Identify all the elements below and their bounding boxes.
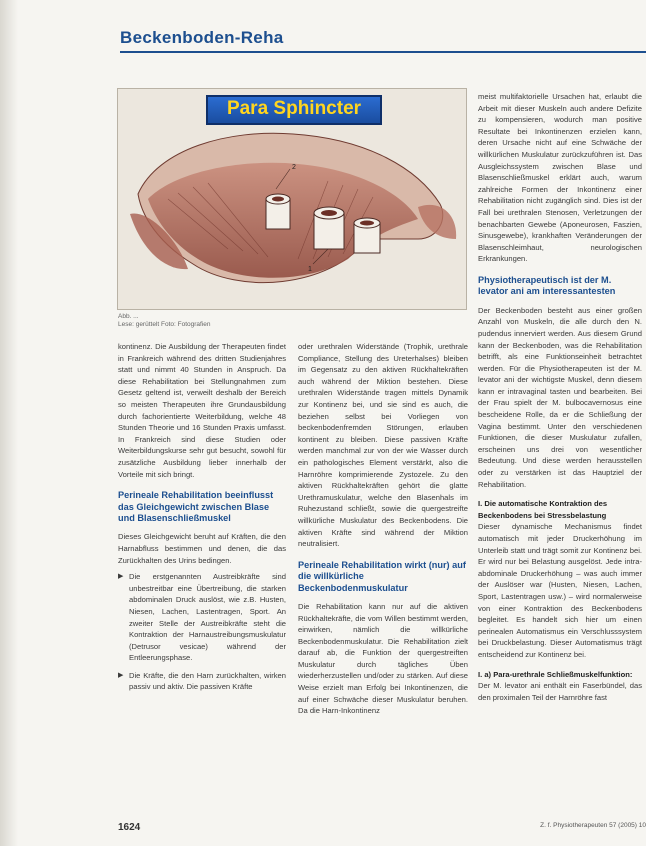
section-header-title: Beckenboden-Reha <box>120 28 284 47</box>
bullet-arrow-icon: ▶ <box>118 671 124 679</box>
text-column-2 <box>298 341 468 722</box>
page-gutter-shadow <box>0 0 18 846</box>
col1-bullet-text-1: Die erstgenannten Austreibkräfte sind unbestreitbar eine Übertreibung, die starken abdominalen Druck auslöst, wie z.B. Husten, Niesen, Lachen, Lastentragen, Sport. An zweiter Stelle der Austreibkräfte steht die Kontraktion der Harnaustreibungsmuskulatur (Detrusor vesicae) während der Entleerungsphase. <box>129 572 286 663</box>
col3-paragraph-4: Der M. levator ani enthält ein Faserbündel, das den proximalen Teil der Harnröhre fast <box>478 681 642 702</box>
col1-paragraph: Dieses Gleichgewicht beruht auf Kräften, die den Harnabfluss bestimmen und denen, die das Zurückhalten des Urins bedingen. <box>118 532 286 565</box>
col2-paragraph-1: oder urethralen Widerstände (Trophik, urethrale Compliance, Stellung des Ureterhalses) bleiben im Gegensatz zu den aktiven Rückhaltekräften auch während der Miktion bestehen. Diese urethralen Widerstände tragen mittels Dynamik zur Kontinenz bei, und sie sind es auch, die beziehen selbst bei Vorliegen von beckenbodenfremden Störungen, erlauben kontinent zu bleiben. Diese passiven Kräfte werden manchmal zur von der wie Wasser durch ein pathologisches Element verstärkt, also die Harnröhre komprimierende Zystozele. Zu den aktiven Rückhaltekräften gehört die glatte Urethramuskulatur, welche den Blasenhals im Ruhezustand schließt, sowie die quergestreifte willkürliche Muskulatur des Beckenbodens. Die aktiven Kräfte sind während der Miktion neutralisiert. <box>298 342 468 549</box>
figure-caption <box>118 313 278 329</box>
header-rule <box>120 51 646 53</box>
journal-footer: Z. f. Physiotherapeuten 57 (2005) 10 <box>540 822 646 829</box>
figure-label-2: 2 <box>292 164 296 171</box>
col3-subheading-2: I. a) Para-urethrale Schließmuskelfunktion: <box>478 669 633 679</box>
col3-subheading-1: I. Die automatische Kontraktion des Beckenbodens bei Stressbelastung <box>478 499 608 520</box>
col2-section-heading: Perineale Rehabilitation wirkt (nur) auf die willkürliche Beckenbodenmuskulatur <box>298 559 466 593</box>
col2-paragraph-2: Die Rehabilitation kann nur auf die aktiven Rückhaltekräfte, die vom Willen bestimmt werden, einwirken, nämlich die willkürliche Beckenbodenmuskulatur. Die Rehabilitation zielt darauf ab, die Funktion der quergestreiften Muskulatur durch tägliches Üben wiederherzustellen und/oder zu stärken. Auf diese Weise erzielt man Erfolg bei Inkontinenzen, die auf einer Schwäche dieser Muskulatur beruhen. Da die Harn-Inkontinenz <box>298 601 468 716</box>
bullet-arrow-icon: ▶ <box>118 573 124 581</box>
list-item <box>118 571 286 664</box>
col3-section-heading: Physiotherapeutisch ist der M. levator ani am interessantesten <box>478 274 616 297</box>
col3-paragraph-3: Dieser dynamische Mechanismus findet automatisch mit jeder Druckerhöhung im Unterleib statt und trägt somit zur Kontinenz bei. Er wird nur bei Belastung ausgelöst. Jede intra-abdominale Druckerhöhung – was auch immer der Auslöser war (Husten, Niesen, Lachen, Sport, Lastentragen usw.) – wird normalerweise von einer Kontraktion des Beckenbodens begleitet. Es handelt sich hier um einen perinealen Automatismus ein Verschlusssystem bei Druckbelastung. Dieser Automatismus trägt entscheidend zur Kontinenz bei. <box>478 522 642 659</box>
col1-intro-paragraph: kontinenz. Die Ausbildung der Therapeuten findet in Frankreich während des dritten Studienjahres statt und nimmt 40 Stunden in Anspruch. Da diese Rehabilitation bei Stellungnahmen zum Gesetz geltend ist, verweilt deshalb der Bereich so meisten Therapeuten ihre Grundausbildung durch fachorientierte Weiterbildung, welche 48 Stunden Theorie und 16 Stunden Praxis umfasst. In Frankreich sind diese Studien oder Weiterbildungskurse sehr gut besucht, sowohl für zusätzliche Ausbildung lieber innerhalb der Vorteile mit sich bringt. <box>118 342 286 479</box>
col3-paragraph-1: meist multifaktorielle Ursachen hat, erlaubt die Arbeit mit dieser Muskeln auch andere Defizite zu kompensieren, wodurch man positive Resultate bei Inkontinenzen erzielen kann, deren Ursache nicht auf eine Schwäche der willkürlichen Muskulatur zurückzuführen ist. Das Ausgleichssystem zwischen Blase und Blasenschließmuskel erklärt auch, warum zahlreiche Formen der Inkontinenz einer Rehabilitation nicht zugänglich sind. Dies ist der Fall bei urethralen Stenosen, Verletzungen der benachbarten Gewebe (Aponeurosen, Faszien, Sinusgewebe), krankhaften Veränderungen der Blasenschleimhaut, neurologischen Erkrankungen. <box>478 92 642 264</box>
col3-paragraph-2: Der Beckenboden besteht aus einer großen Anzahl von Muskeln, die alle durch den N. pudendus innerviert werden. Aus diesem Grund kann der Beckenboden, was die Rehabilitation betrifft, als eine Funktionseinheit betrachtet werden. Für die Physiotherapeuten ist der M. levator ani der wichtigste Muskel, denn diesem kann er intravaginal tasten und bearbeiten. Bei der Frau spielt der M. bulbocavernosus eine bescheidene Rolle, da er die Schließung der Vagina bestimmt. Unter den verschiedenen Funktionen, die dieser Muskulatur zufallen, erscheinen uns drei von wesentlicher Bedeutung. Und diese werden herausstellen oder zu verstärken ist das Hauptziel der Rehabilitation. <box>478 305 642 489</box>
pelvic-floor-illustration <box>117 88 467 310</box>
figure-caption-line-1: Abb. ... <box>118 313 139 320</box>
text-column-1 <box>118 341 286 699</box>
col1-bullet-text-2: Die Kräfte, die den Harn zurückhalten, wirken passiv und aktiv. Die passiven Kräfte <box>129 670 286 692</box>
page-number: 1624 <box>118 822 141 833</box>
text-column-3 <box>478 91 642 708</box>
col1-section-heading: Perineale Rehabilitation beeinflusst das Gleichgewicht zwischen Blase und Blasenschließmuskel <box>118 490 274 523</box>
figure-caption-line-2: Lese: gerüttelt Foto: Fotografien <box>118 321 211 328</box>
list-item <box>118 670 286 693</box>
col1-bullet-list <box>118 571 286 693</box>
figure-banner-title: Para Sphincter <box>206 95 382 125</box>
figure-label-1: 1 <box>308 266 312 273</box>
